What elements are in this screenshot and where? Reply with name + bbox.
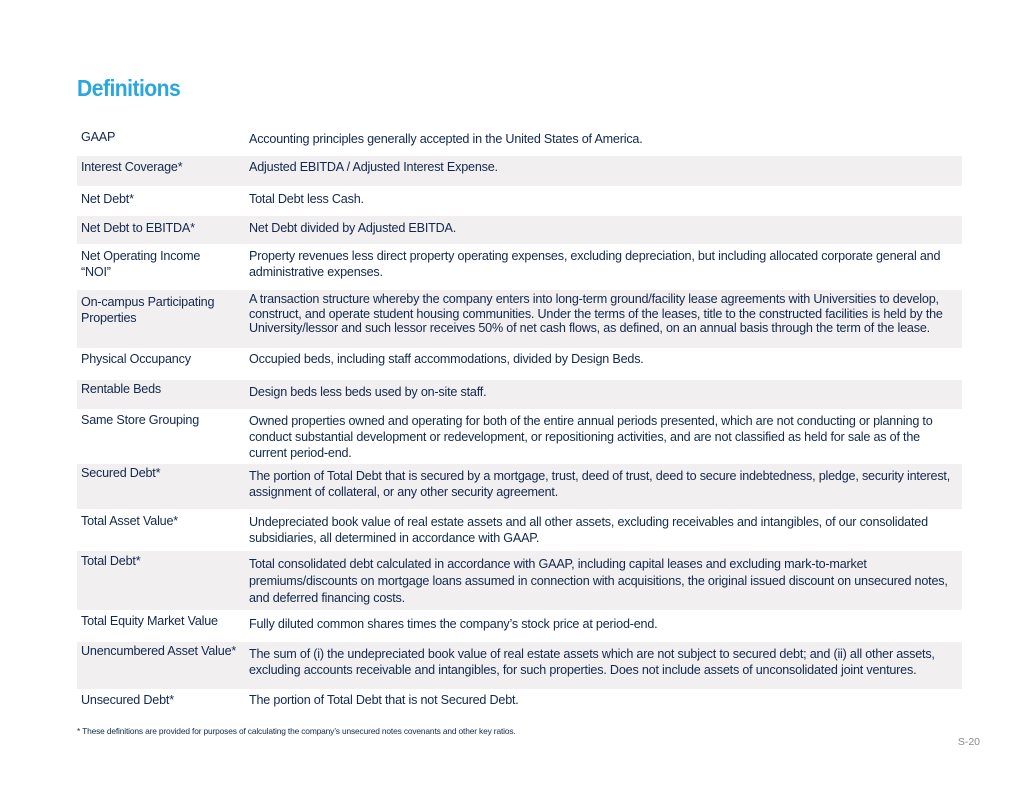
page-title: Definitions [77,75,181,101]
definition-gaap: Accounting principles generally accepted in the United States of America. [249,132,643,146]
table-row [77,464,962,509]
table-row [77,290,962,348]
table-row [77,380,962,409]
table-row [77,125,962,155]
page-number: S-20 [957,736,980,748]
term-secured-debt: Secured Debt* [81,466,161,480]
footnote: * These definitions are provided for purposes of calculating the company’s unsecured notes covenants and other key ratios. [77,726,516,736]
definition-physical-occupancy: Occupied beds, including staff accommodations, divided by Design Beds. [249,352,644,366]
term-gaap: GAAP [81,130,116,144]
table-row [77,245,962,289]
definition-net-debt: Total Debt less Cash. [249,192,364,206]
table-row [77,510,962,550]
term-interest-coverage: Interest Coverage* [81,160,183,174]
term-rentable-beds: Rentable Beds [81,382,162,396]
term-net-debt-to-ebitda: Net Debt to EBITDA* [81,221,195,235]
definition-unencumbered-asset-value: The sum of (i) the undepreciated book value of real estate assets which are not subject to secured debt; and (ii) all other assets, excluding accounts receivable and intangibles, for such properties. Does not include assets of unconsolidated joint ventures. [249,647,935,677]
table-row [77,349,962,379]
term-total-debt: Total Debt* [81,554,141,568]
table-row [77,551,962,610]
term-same-store-grouping: Same Store Grouping [81,413,200,427]
table-row [77,216,962,244]
term-unencumbered-asset-value: Unencumbered Asset Value* [81,644,237,658]
definition-total-asset-value: Undepreciated book value of real estate assets and all other assets, excluding receivables and intangibles, of our consolidated subsidiaries, all determined in accordance with GAAP. [249,515,928,545]
term-physical-occupancy: Physical Occupancy [81,352,191,366]
term-net-debt: Net Debt* [81,192,134,206]
term-total-asset-value: Total Asset Value* [81,514,178,528]
definition-on-campus-participating-properties: A transaction structure whereby the company enters into long-term ground/facility lease agreements with Universities to develop, construct, and operate student housing communities. Under the terms of the leases, title to the constructed facilities is held by the University/lessor and such lessor receives 50% of net cash flows, as defined, on an annual basis through the term of the lease. [249,292,943,335]
table-row [77,410,962,463]
definition-total-debt: Total consolidated debt calculated in accordance with GAAP, including capital leases and excluding mark-to-market premiums/discounts on mortgage loans assumed in connection with acquisitions, the original issued discount on unsecured notes, and deferred financing costs. [249,557,948,605]
definition-net-operating-income: Property revenues less direct property operating expenses, excluding depreciation, but including allocated corporate general and administrative expenses. [249,249,941,279]
table-row [77,187,962,215]
definition-total-equity-market-value: Fully diluted common shares times the company’s stock price at period-end. [249,617,658,631]
definition-net-debt-to-ebitda: Net Debt divided by Adjusted EBITDA. [249,221,457,235]
table-row [77,642,962,689]
table-row [77,156,962,186]
term-unsecured-debt: Unsecured Debt* [81,693,174,707]
term-total-equity-market-value: Total Equity Market Value [81,614,218,628]
definition-rentable-beds: Design beds less beds used by on-site staff. [249,385,487,399]
definition-secured-debt: The portion of Total Debt that is secured by a mortgage, trust, deed of trust, deed to secure indebtedness, pledge, security interest, assignment of collateral, or any other security agreement. [249,469,951,499]
definition-unsecured-debt: The portion of Total Debt that is not Secured Debt. [249,693,519,707]
term-net-operating-income: Net Operating Income “NOI” [81,249,201,279]
table-row [77,611,962,641]
table-row [77,690,962,714]
definition-same-store-grouping: Owned properties owned and operating for both of the entire annual periods presented, which are not conducting or planning to conduct substantial development or redevelopment, or repositioning activities, and are not classified as held for sale as of the current period-end. [249,414,933,460]
definition-interest-coverage: Adjusted EBITDA / Adjusted Interest Expense. [249,160,498,174]
term-on-campus-participating-properties: On-campus Participating Properties [81,295,215,325]
